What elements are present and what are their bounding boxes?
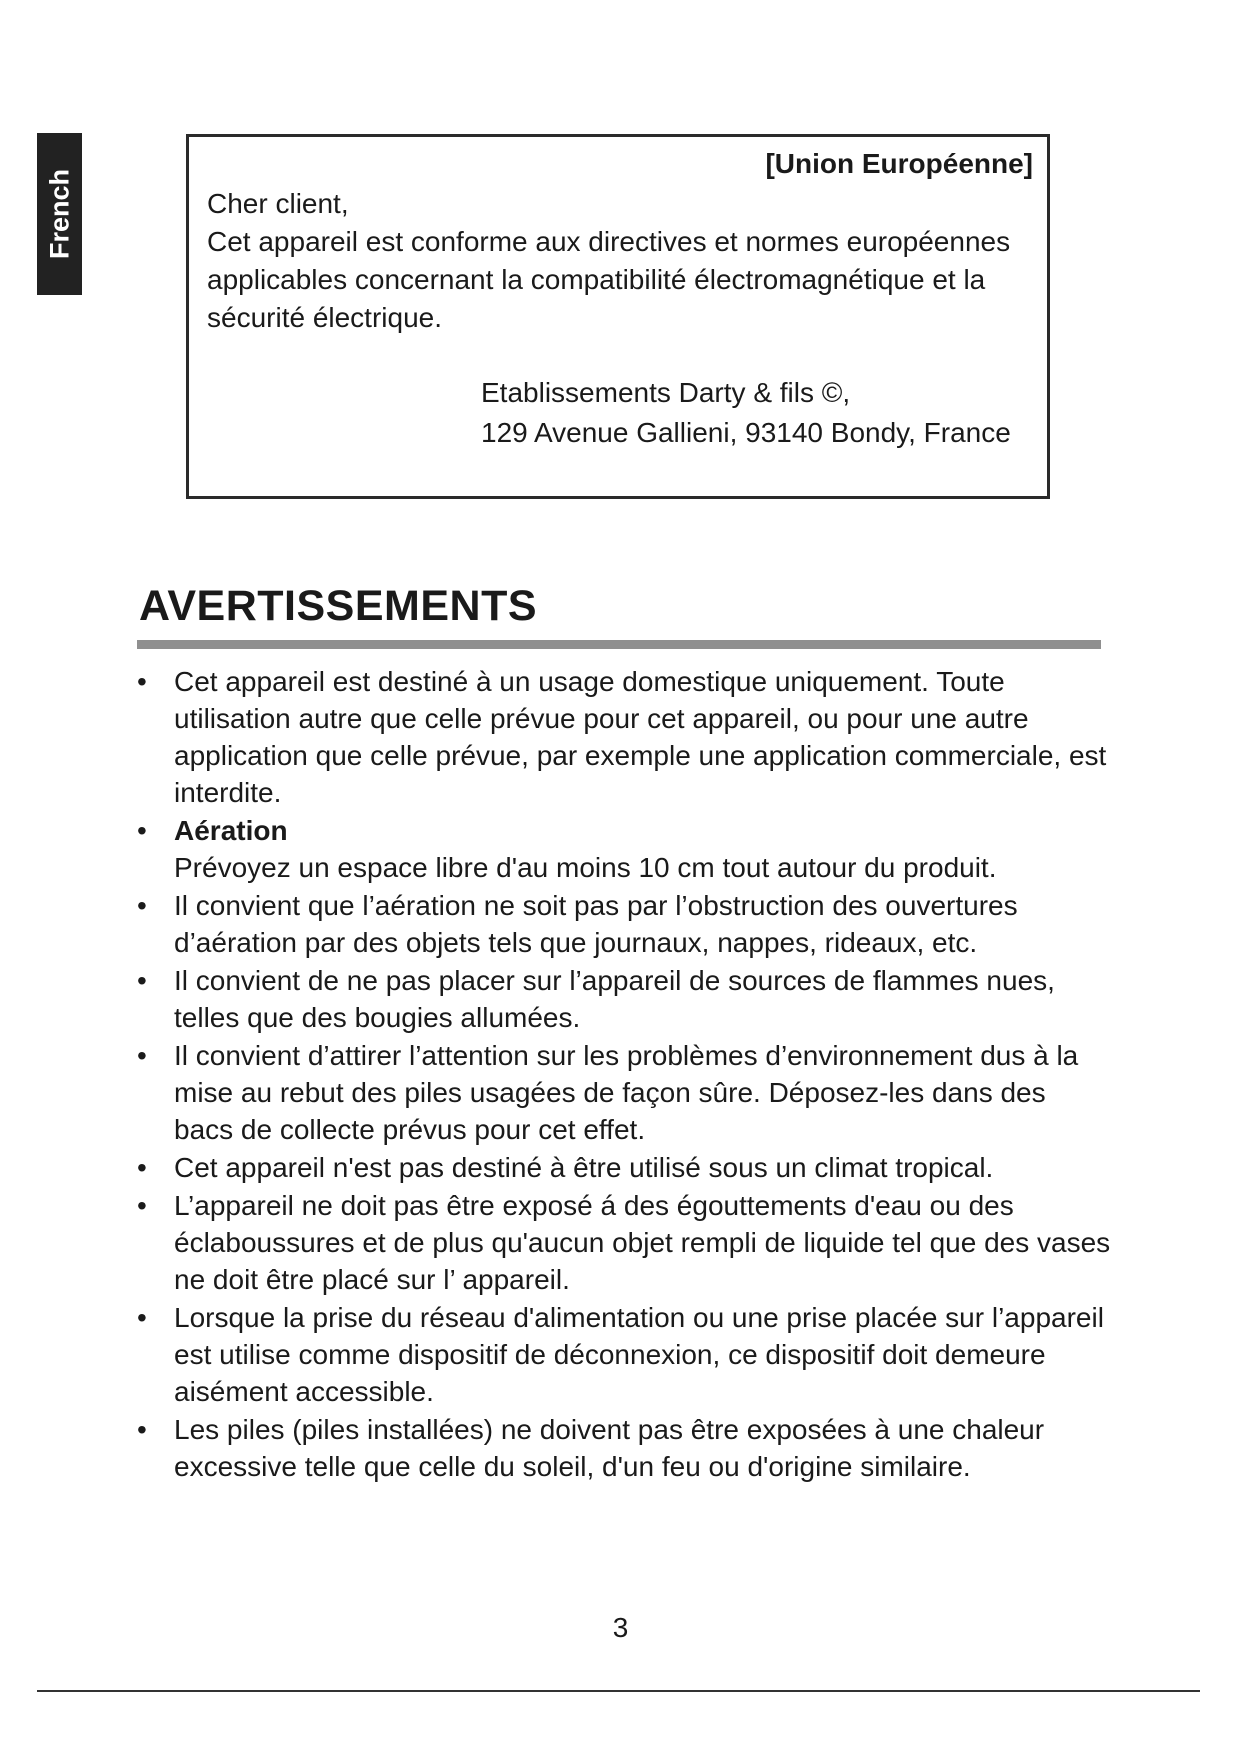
notice-text: Cet appareil est conforme aux directives et normes européennes applicables concernant la compatibilité électromagnétique et la sécurité électrique. — [207, 226, 1011, 333]
warning-text: Cet appareil n'est pas destiné à être utilisé sous un climat tropical. — [174, 1152, 994, 1183]
section-divider — [137, 640, 1101, 649]
warning-item — [137, 1149, 1112, 1186]
eu-compliance-notice — [186, 134, 1050, 499]
warning-text: Lorsque la prise du réseau d'alimentation ou une prise placée sur l’appareil est utilise comme dispositif de déconnexion, ce dispositif doit demeure aisément accessible. — [174, 1302, 1104, 1407]
warning-text: Prévoyez un espace libre d'au moins 10 cm tout autour du produit. — [174, 852, 997, 883]
language-tab — [37, 133, 82, 295]
warning-text: L’appareil ne doit pas être exposé á des égouttements d'eau ou des éclaboussures et de plus qu'aucun objet rempli de liquide tel que des vases ne doit être placé sur l’ appareil. — [174, 1190, 1111, 1295]
notice-company: Etablissements Darty & fils ©, — [481, 377, 851, 408]
section-title: AVERTISSEMENTS — [139, 582, 538, 630]
warning-item — [137, 1037, 1112, 1148]
language-tab-label: French — [44, 168, 74, 260]
warning-item — [137, 1299, 1112, 1410]
warning-item — [137, 1187, 1112, 1298]
notice-address: 129 Avenue Gallieni, 93140 Bondy, France — [481, 417, 1011, 448]
warning-heading: • Aération — [174, 815, 288, 846]
notice-body — [207, 185, 1037, 337]
notice-region: [Union Européenne] — [765, 148, 1033, 179]
warning-text: Cet appareil est destiné à un usage domestique uniquement. Toute utilisation autre que celle prévue pour cet appareil, ou pour une autre application que celle prévue, par exemple une application commerciale, est interdite. — [174, 666, 1107, 808]
warning-text: Il convient que l’aération ne soit pas par l’obstruction des ouvertures d’aération par des objets tels que journaux, nappes, rideaux, etc. — [174, 890, 1018, 958]
warning-text: Il convient d’attirer l’attention sur les problèmes d’environnement dus à la mise au rebut des piles usagées de façon sûre. Déposez-les dans des bacs de collecte prévus pour cet effet. — [174, 1040, 1079, 1145]
notice-greeting: Cher client, — [207, 188, 349, 219]
footer-divider — [37, 1690, 1200, 1692]
warning-item — [137, 887, 1112, 961]
notice-signature — [481, 373, 1011, 453]
warning-text: Il convient de ne pas placer sur l’appareil de sources de flammes nues, telles que des bougies allumées. — [174, 965, 1055, 1033]
warning-item — [137, 663, 1112, 811]
warning-item — [137, 962, 1112, 1036]
page-number: 3 — [612, 1612, 629, 1643]
warning-item — [137, 812, 1112, 886]
warning-item — [137, 1411, 1112, 1485]
warning-list — [137, 663, 1112, 1486]
warning-text: Les piles (piles installées) ne doivent pas être exposées à une chaleur excessive telle que celle du soleil, d'un feu ou d'origine similaire. — [174, 1414, 1045, 1482]
